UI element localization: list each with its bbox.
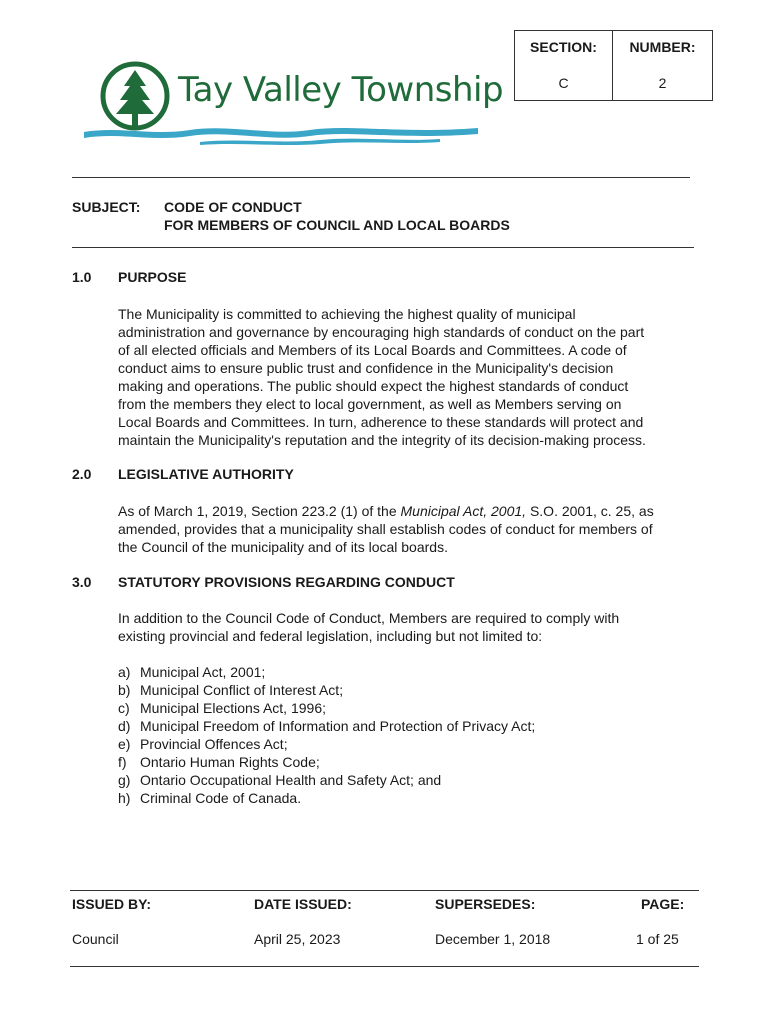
list-marker: g) [118, 772, 131, 788]
text-line: The Municipality is committed to achieving the highest quality of municipal [118, 306, 576, 322]
list-marker: d) [118, 718, 131, 734]
logo-text: Tay Valley Township [178, 70, 504, 110]
header-divider [72, 177, 690, 178]
statutory-paragraph [118, 609, 708, 645]
list-marker: b) [118, 682, 131, 698]
section-label: SECTION: [530, 39, 597, 55]
authority-paragraph [118, 502, 708, 556]
subject-divider [72, 247, 694, 248]
purpose-paragraph [118, 305, 708, 449]
footer-top-divider [70, 890, 699, 891]
list-item [118, 735, 535, 753]
list-item [118, 663, 535, 681]
list-marker: f) [118, 754, 127, 770]
list-marker: e) [118, 736, 131, 752]
text-line: conduct aims to ensure public trust and confidence in the Municipality's decision [118, 360, 614, 376]
section-3-heading: STATUTORY PROVISIONS REGARDING CONDUCT [118, 574, 455, 590]
list-text: Criminal Code of Canada. [140, 790, 302, 806]
text-line: existing provincial and federal legislation, including but not limited to: [118, 628, 543, 644]
section-3-number: 3.0 [72, 574, 92, 590]
list-item [118, 789, 535, 807]
list-item [118, 699, 535, 717]
text-line: of all elected officials and Members of its Local Boards and Committees. A code of [118, 342, 627, 358]
text-line: the Council of the municipality and of its local boards. [118, 539, 448, 555]
number-label: NUMBER: [629, 39, 696, 55]
text-fragment: S.O. 2001, c. 25, as [526, 503, 654, 519]
list-item [118, 717, 535, 735]
list-text: Provincial Offences Act; [140, 736, 288, 752]
section-1-heading: PURPOSE [118, 269, 187, 285]
date-issued-label: DATE ISSUED: [254, 896, 352, 912]
list-marker: h) [118, 790, 131, 806]
list-text: Ontario Occupational Health and Safety Act; and [140, 772, 442, 788]
text-line: making and operations. The public should expect the highest standards of conduct [118, 378, 629, 394]
section-2-heading: LEGISLATIVE AUTHORITY [118, 466, 294, 482]
list-item [118, 681, 535, 699]
section-2-number: 2.0 [72, 466, 92, 482]
list-item [118, 771, 535, 789]
subject-line-1: CODE OF CONDUCT [164, 199, 302, 215]
act-title-italic: Municipal Act, 2001, [400, 503, 527, 519]
list-marker: a) [118, 664, 131, 680]
text-line: amended, provides that a municipality shall establish codes of conduct for members of [118, 521, 653, 537]
section-number-box [514, 30, 713, 101]
number-value: 2 [658, 75, 667, 91]
date-issued-value: April 25, 2023 [254, 931, 341, 947]
section-1-number: 1.0 [72, 269, 92, 285]
subject-line-2: FOR MEMBERS OF COUNCIL AND LOCAL BOARDS [164, 217, 510, 233]
text-line: Local Boards and Committees. In turn, adherence to these standards will protect and [118, 414, 644, 430]
subject-label: SUBJECT: [72, 199, 141, 215]
page-value: 1 of 25 [636, 931, 679, 947]
list-text: Municipal Freedom of Information and Protection of Privacy Act; [140, 718, 536, 734]
list-text: Municipal Act, 2001; [140, 664, 266, 680]
text-fragment: As of March 1, 2019, Section 223.2 (1) of the [118, 503, 401, 519]
issued-by-value: Council [72, 931, 119, 947]
text-line: maintain the Municipality's reputation and the integrity of its decision-making process. [118, 432, 646, 448]
text-line [118, 502, 708, 520]
township-logo [80, 56, 504, 146]
footer-bottom-divider [70, 966, 699, 967]
page-label: PAGE: [641, 896, 685, 912]
text-line: from the members they elect to local government, as well as Members serving on [118, 396, 622, 412]
supersedes-value: December 1, 2018 [435, 931, 551, 947]
list-text: Municipal Elections Act, 1996; [140, 700, 326, 716]
list-marker: c) [118, 700, 130, 716]
section-value: C [558, 75, 569, 91]
list-item [118, 753, 535, 771]
legislation-list [118, 663, 535, 807]
text-line: administration and governance by encouraging high standards of conduct on the part [118, 324, 645, 340]
text-line: In addition to the Council Code of Conduct, Members are required to comply with [118, 610, 620, 626]
list-text: Municipal Conflict of Interest Act; [140, 682, 344, 698]
supersedes-label: SUPERSEDES: [435, 896, 536, 912]
issued-by-label: ISSUED BY: [72, 896, 152, 912]
list-text: Ontario Human Rights Code; [140, 754, 320, 770]
